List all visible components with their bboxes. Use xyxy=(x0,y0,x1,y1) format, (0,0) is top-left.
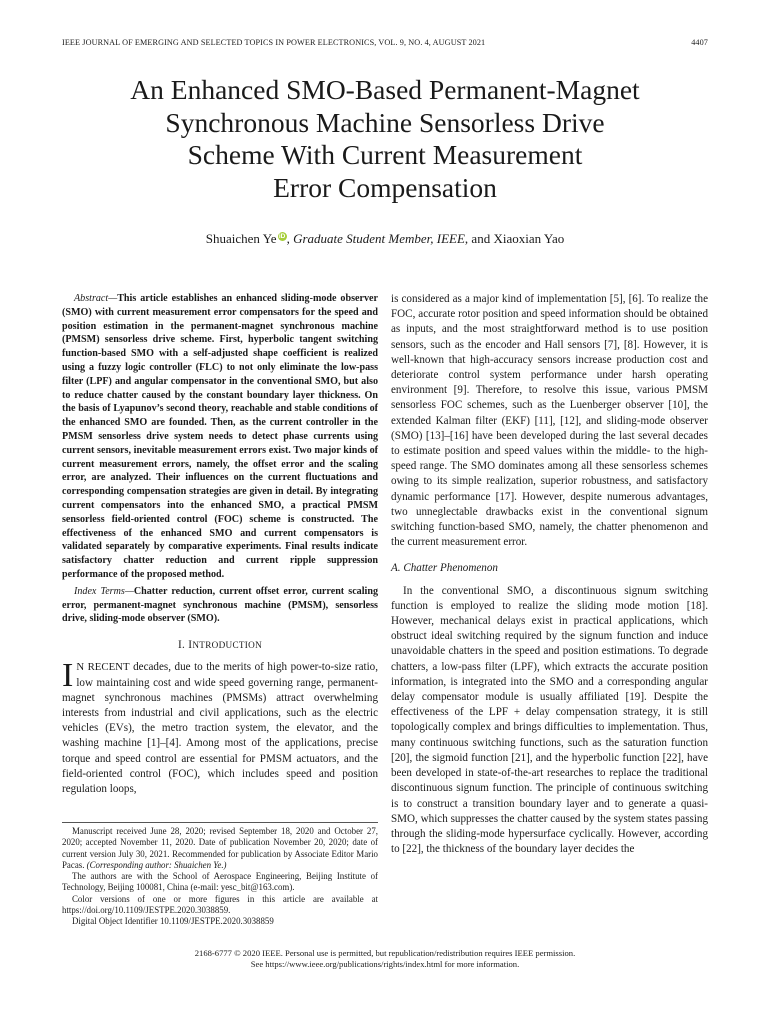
footnote-received: Manuscript received June 28, 2020; revised September 18, 2020 and October 27, 2020; accepted November 11, 2020. Date of publication November 20, 2020; date of current version July 30, 2021. Recommended for publication by Associate Editor Mario Pacas. (Corresponding author: Shuaichen Ye.) xyxy=(62,826,378,870)
abstract-label: Abstract— xyxy=(74,293,118,304)
footnotes xyxy=(62,826,378,928)
title-line-1: An Enhanced SMO-Based Permanent-Magnet xyxy=(130,74,640,105)
abstract xyxy=(62,292,378,582)
title-line-2: Synchronous Machine Sensorless Drive xyxy=(165,106,605,138)
footnote-affiliation: The authors are with the School of Aerospace Engineering, Beijing Institute of Technology, Beijing 100081, China (e-mail: yesc_bit@163.com). xyxy=(62,871,378,893)
running-header xyxy=(62,38,708,50)
orcid-icon[interactable]: iD xyxy=(278,233,286,240)
copyright-line-1: 2168-6777 © 2020 IEEE. Personal use is permitted, but republication/redistribution requires IEEE permission. xyxy=(194,948,576,958)
chatter-paragraph: In the conventional SMO, a discontinuous signum switching function is employed to realize the sliding mode motion [18]. However, mechanical delays exist in practical applications, which obstruct ideal switching required by the signum function and induce unavoidable chatters in the speed and position estimations. To degrade chatters, a low-pass filter (LPF), which extracts the accurate position information, is integrated into the SMO and a corresponding angular delay compensator module is usually affiliated [19]. Despite the effectiveness of the LPF + delay compensation strategy, it is still topologically complex and brings difficulties to implementation. Thus, many continuous switching functions, such as the saturation function [20], the sigmoid function [21], and the hyperbolic function [22], have been developed in state-of-the-art researches to replace the traditional discontinuous signum function. The principle of continuous switching is to construct a transition boundary layer and to generate a quasi-SMO, which suppresses the chatter caused by the system states passing through the sliding-mode hypersurface cyclically. However, according to [22], the thickness of the boundary layer decides the xyxy=(391,584,708,856)
paper-title xyxy=(62,74,708,204)
journal-name: IEEE JOURNAL OF EMERGING AND SELECTED TOPICS IN POWER ELECTRONICS, VOL. 9, NO. 4, AUGUST 2021 xyxy=(62,38,486,47)
abstract-text: This article establishes an enhanced sliding-mode observer (SMO) with current measurement error compensators for the speed and position estimation in the permanent-magnet synchronous machine (PMSM) sensorless drive scheme. First, hyperbolic tangent switching function-based SMO with a self-adjusted shape coefficient is realized using a fuzzy logic controller (FLC) to not only eliminate the low-pass filter (LPF) and angular compensator in the conventional SMO, but also to reduce chatter caused by the constant boundary layer thickness. On the basis of Lyapunov’s second theory, reachable and stable conditions of the enhanced SMO are founded. Then, as the current controller in the PMSM sensorless drive system needs to detect phase currents using current sensors, inevitable measurement errors exist. Two major kinds of current measurement errors, namely, the offset error and the scaling error, are analyzed. Their influences on the current fluctuations and corresponding compensation strategies are given in detail. By integrating current compensators into the enhanced SMO, a practical PMSM sensorless field-oriented control (FOC) scheme is constructed. The effectiveness of the enhanced SMO and current compensators is validated separately by comparative experiments. Final results indicate satisfactory chatter reduction and current ripple suppression performance of the proposed method. xyxy=(62,293,378,580)
footnote-divider xyxy=(62,822,378,823)
intro-text: decades, due to the merits of high power-to-size ratio, low maintaining cost and wide speed governing range, permanent-magnet synchronous machines (PMSMs) attract overwhelming interests from industrial and civil applications, such as the electric vehicles (EVs), the metro traction system, the elevator, and the washing machine [1]–[4]. Among most of the applications, precise torque and speed control are essential for PMSM actuators, and the field-oriented control (FOC), which includes speed and position regulation loops, xyxy=(62,661,379,795)
author-1-role: Graduate Student Member, IEEE xyxy=(293,231,465,246)
footnote-color: Color versions of one or more figures in this article are available at https://doi.org/10.1109/JESTPE.2020.3038859. xyxy=(62,893,378,916)
intro-paragraph xyxy=(62,657,379,797)
title-line-3: Scheme With Current Measurement xyxy=(187,139,583,170)
copyright-line-2: See https://www.ieee.org/publications/rights/index.html for more information. xyxy=(250,959,520,969)
footnote-doi: Digital Object Identifier 10.1109/JESTPE.2020.3038859 xyxy=(72,916,274,927)
author-1: Shuaichen Ye xyxy=(205,231,277,246)
title-line-4: Error Compensation xyxy=(273,171,497,203)
right-column xyxy=(391,292,708,857)
intro-continuation: is considered as a major kind of implementation [5], [6]. To realize the FOC, accurate rotor position and speed information should be obtained as inputs, and the most straightforward method is to use position sensors, such as the encoder and Hall sensors [7], [8]. However, it is well-known that high-accuracy sensors increase production cost and deteriorate control system performance under harsh operating environment [9]. Therefore, to resolve this issue, various PMSM sensorless FOC schemes, such as the Luenberger observer [10], the extended Kalman filter (EKF) [11], [12], and sliding-mode observer (SMO) [13]–[16] have been developed during the last several decades to estimate position and speed values within the middle- to the high-speed range. The SMO dominates among all these sensorless schemes owing to its simple realization, superior robustness, and satisfactory dynamic performance [17]. However, despite numerous advantages, two unneglectable drawbacks exist in the conventional signum switching function-based SMO, namely, the chatter phenomenon and the current measurement error. xyxy=(391,293,708,549)
author-line: Shuaichen Ye iD, Graduate Student Member, IEEE, and Xiaoxian Yao xyxy=(205,231,565,246)
drop-cap: I xyxy=(62,657,74,695)
index-terms-label: Index Terms— xyxy=(74,585,134,597)
subsection-heading-chatter: A. Chatter Phenomenon xyxy=(391,562,498,575)
drop-cap-continuation: N RECENT xyxy=(76,661,130,674)
copyright-notice xyxy=(62,948,708,970)
index-terms xyxy=(62,585,378,626)
index-terms-text: Chatter reduction, current offset error, current scaling error, permanent-magnet synchronous machine (PMSM), sensorless drive, sliding-mode observer (SMO). xyxy=(62,585,378,625)
left-column xyxy=(62,292,378,797)
page-number: 4407 xyxy=(691,38,708,47)
section-heading-introduction: I. INTRODUCTION xyxy=(177,639,263,652)
author-2: , and Xiaoxian Yao xyxy=(464,231,565,246)
